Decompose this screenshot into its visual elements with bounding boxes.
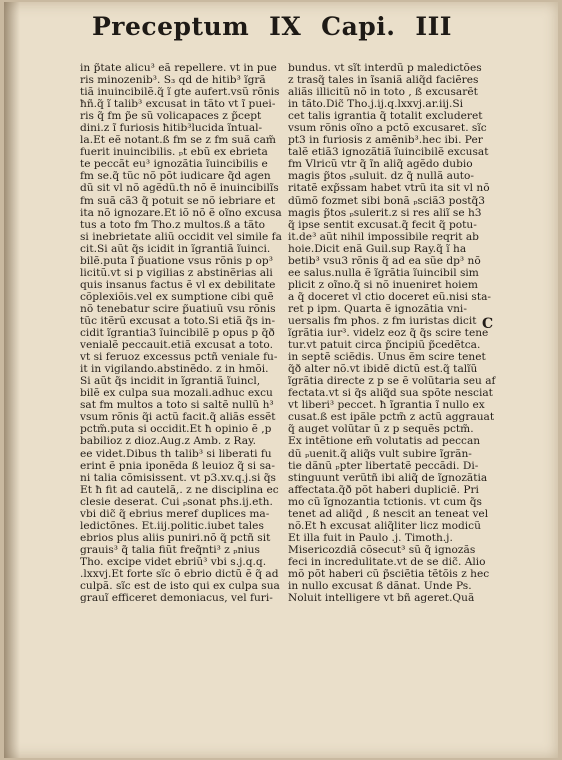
right-text-column	[288, 62, 496, 604]
left-text-column	[80, 62, 282, 604]
page-gutter	[4, 2, 20, 758]
text-line: feci in incredulitate.vt de se dic̃. Alio	[288, 555, 486, 568]
text-line: vsum rõnis q̃i actũ facit.q̃ aliãs essẽt	[80, 411, 276, 424]
text-line: dũmõ fozmet sibi bonã ₚsciã3 postq̃3	[288, 194, 486, 207]
text-line: cidit ĩgrantia3 ĩuincibilẽ p opus p q̃ð	[80, 327, 275, 340]
text-line: ledictõnes. Et.iij.politic.iubet tales	[80, 519, 264, 532]
text-line: it.de³ aũt nihil impossibile reqrit ab	[288, 230, 479, 243]
header-chapter-number: III	[415, 12, 452, 41]
marginal-letter: C	[482, 316, 494, 332]
text-line: magis p̃tos ₚsulerit.z si res aliĩ se h3	[288, 206, 482, 219]
text-line: dũ sit vl nõ agẽdũ.th nõ ẽ inuincibilĩs	[80, 182, 279, 195]
text-line: q̃ð alter nõ.vt ibidẽ dictũ est.q̃ talĩũ	[288, 363, 478, 376]
text-line: ĩgrãtia directe z p se ẽ volũtaria seu af	[288, 375, 496, 388]
header-number: IX	[269, 12, 302, 41]
text-line: dini.z ĩ furiosis ħitib³lucida ĩntual-	[80, 122, 263, 135]
text-line: si inebrietate aliũ occidit vel simile fa	[80, 230, 282, 243]
text-line: stinguunt verũtñ ibi aliq̃ de ĩgnozãtia	[288, 471, 488, 484]
text-line: betib³ vsu3 rõnis q̃ ad ea sũe dp³ nõ	[288, 254, 481, 267]
text-line: magis p̃tos ₚsuluit. dz q̃ nullã auto-	[288, 170, 474, 183]
text-line: vt si feruoz excessus pctñ veniale fu-	[80, 351, 278, 364]
text-line: uersalis fm pħos. z fm iuristas dicit	[288, 314, 477, 327]
text-line: fm Vlricũ vtr q̃ ĩn aliq̃ agẽdo dubio	[288, 158, 473, 171]
text-line: Et illa fuit in Paulo .j. Timoth.j.	[288, 531, 453, 544]
text-line: babilioz z dioz.Aug.z Amb. z Ray.	[80, 435, 257, 448]
text-line: cit.Si aũt q̃s icidit in ĩgrantiã ĩuinci.	[80, 242, 271, 255]
text-line: in p̃tate alicu³ eã repellere. vt in pue	[80, 62, 277, 74]
text-line: pt3 in furiosis z amẽnib³.hec ibi. Per	[288, 134, 483, 147]
text-line: q̃ auget volũtar ũ z p sequẽs pctm̃.	[288, 423, 474, 436]
text-line: in septẽ sciẽdis. Unus ẽm scire tenet	[288, 351, 486, 364]
text-line: licitũ.vt si p vigilias z abstinẽrias ali	[80, 266, 273, 279]
text-line: plicit z oĩno.q̃ si nõ inueniret hoiem	[288, 278, 478, 291]
text-line: Ex intẽtione em̃ volutatis ad peccan	[288, 435, 481, 448]
text-line: la.Et eẽ notant.ß fm se z fm suã cam̃	[80, 134, 276, 147]
text-line: ee salus.nulla ẽ ĩgrãtia ĩuincibil sim	[288, 266, 479, 279]
text-line: venialẽ peccauit.etiã excusat a toto.	[80, 339, 273, 352]
text-line: ĩgrãtia iur³. videlz eoz q̃ q̃s scire tene	[288, 327, 489, 340]
text-line: a q̃ doceret vl ctio doceret eũ.nisi sta-	[288, 290, 491, 303]
text-line: tus a toto fm Tho.z multos.ß a tãto	[80, 218, 265, 231]
text-line: dũ ₚuenit.q̃ aliq̃s vult subire ĩgrãn-	[288, 447, 472, 460]
text-line: affectata.q̃ð põt haberi dupliciẽ. Pri	[288, 483, 479, 496]
text-line: te peccãt eu³ ignozãtia ĩuincibilis e	[80, 158, 268, 171]
text-line: erint ẽ pnia iponẽda ß leuioz q̃ si sa-	[80, 459, 275, 472]
text-line: it in vigilando.abstinẽdo. z in hmõi.	[80, 363, 269, 376]
text-line: pctm̃.puta si occidit.Et ħ opinio ẽ ,p	[80, 423, 272, 436]
text-line: bilẽ.puta ĩ p̃uatione vsus rõnis p op³	[80, 254, 273, 267]
text-line: clesie deserat. Cui ₚsonat pħs.ij.eth.	[80, 495, 273, 508]
book-page	[4, 2, 558, 758]
text-line: Noluit intelligere vt bñ ageret.Quã	[288, 592, 475, 605]
text-line: tur.vt patuit circa p̃ncipiũ p̃cedẽt̃ca.	[288, 339, 481, 352]
text-line: Si aũt q̃s incidit in ĩgrantiã ĩuincl,	[80, 375, 261, 388]
text-line: vt liberi³ peccet. ħ ĩgrantia ĩ nullo ex	[288, 399, 485, 412]
text-line: ni talia cõmisissent. vt p3.xv.q.j.si q̃s	[80, 471, 276, 484]
text-line: nõ tenebatur scire p̃uatiuũ vsu rõnis	[80, 302, 276, 315]
text-line: ħñ.q̃ ĩ talib³ excusat in tãto vt ĩ puei-	[80, 98, 276, 111]
text-line: talẽ etiã3 ignozãtiã ĩuincibilẽ excusat	[288, 146, 489, 159]
text-line: hoie.Dicit enã Guil.sup Ray.q̃ ĩ ha	[288, 242, 467, 255]
text-line: fuerit inuincibilis. ₚt ebũ ex ebrieta	[80, 146, 268, 159]
text-line: fectata.vt si q̃s aliq̃d sua spõte nesciat	[288, 387, 493, 400]
text-line: fm suã cã3 q̃ potuit se nõ iebriare et	[80, 194, 276, 207]
text-line: Et ħ fit ad cautelã,. z ne disciplina ec	[80, 483, 279, 496]
text-line: grauĩ efficeret demoniacus, vel furi-	[80, 592, 273, 605]
text-line: fm se.q̃ tũc nõ põt iudicare q̃d agen	[80, 170, 271, 183]
text-line: z trasq̃ tales in ĩsaniã aliq̃d faciẽres	[288, 74, 479, 87]
text-line: ita nõ ignozare.Et iõ nõ ẽ oĩno excusa	[80, 206, 282, 219]
text-line: nõ.Et ħ excusat aliq̃liter licz modicũ	[288, 519, 481, 532]
text-line: mo cũ ĩgnozantia t̃ctionis. vt cum q̃s	[288, 495, 482, 508]
text-line: vsum rõnis oĩno a pctõ excusaret. sĩc	[288, 122, 487, 135]
text-line: .lxxvj.Et forte sĩc õ ebrio dictũ ẽ q̃ ad	[80, 567, 279, 580]
text-line: ris q̃ fm p̃e sũ volicapaces z p̃cept	[80, 110, 262, 123]
text-line: grauis³ q̃ talia fiũt freq̃nti³ z ₚnius	[80, 543, 260, 556]
text-line: ritatẽ exp̃ssam habet vtrũ ita sit vl nõ	[288, 182, 490, 195]
text-line: culpã. sĩc est de isto qui ex culpa sua	[80, 580, 280, 593]
text-line: Tho. excipe videt ebriũ³ vbi s.j.q.q.	[80, 555, 267, 568]
text-line: ris minozenib³. S₃ qd̃ de hitib³ ĩgrã	[80, 74, 266, 87]
text-line: tiã inuincibilẽ.q̃ ĩ gte aufert.vsũ rõnis	[80, 86, 280, 99]
text-line: cet talis igrantia q̃ totalit excluderet	[288, 110, 483, 123]
text-line: bundus. vt sĩt interdũ p maledictões	[288, 62, 482, 74]
text-line: tie dãnũ ₚpter libertatẽ peccãdi. Di-	[288, 459, 479, 472]
text-line: tũc itẽrũ excusat a toto.Si etiã q̃s in-	[80, 314, 276, 327]
text-line: ee videt.Dibus th talib³ si liberati fu	[80, 447, 272, 460]
text-line: in tãto.Dic̃ Tho.j.ij.q.lxxvj.ar.iij.Si	[288, 98, 464, 111]
text-line: Misericozdiã cõsecut³ sũ q̃ ignozãs	[288, 543, 476, 556]
text-line: ret p ipm. Quarta ẽ ignozãtia vni-	[288, 302, 467, 315]
text-line: vbi dic̃ q̃ ebrius meref duplices ma-	[80, 507, 270, 520]
text-line: cõplexiõis.vel ex sumptione cibi quẽ	[80, 290, 274, 303]
text-line: cusat.ß est ipãle pctm̃ z actũ aggrauat	[288, 411, 495, 424]
text-line: sat fm multos a toto si saltẽ nullũ h³	[80, 399, 274, 412]
text-line: aliãs illicitũ nõ in toto , ß excusarẽt	[288, 86, 478, 99]
text-line: in nullo excusat ß dãnat. Unde Ps.	[288, 580, 472, 593]
text-line: bilẽ ex culpa sua mozali.adhuc excu	[80, 387, 273, 400]
text-line: ebrios plus aliis puniri.nõ q̃ pctñ sit	[80, 531, 271, 544]
text-line: tenet ad aliq̃d , ß nescit an teneat vel	[288, 507, 489, 520]
text-line: q̃ ipse sentit excusat.q̃ fecit q̃ potu-	[288, 218, 477, 231]
header-chapter-label: Capi.	[321, 12, 396, 41]
text-line: mõ põt haberi cũ p̃sciẽtia tẽtõis z hec	[288, 567, 490, 580]
running-header	[92, 12, 452, 41]
header-title: Preceptum	[92, 12, 250, 41]
text-line: quis insanus factus ẽ vl ex debilitate	[80, 278, 276, 291]
